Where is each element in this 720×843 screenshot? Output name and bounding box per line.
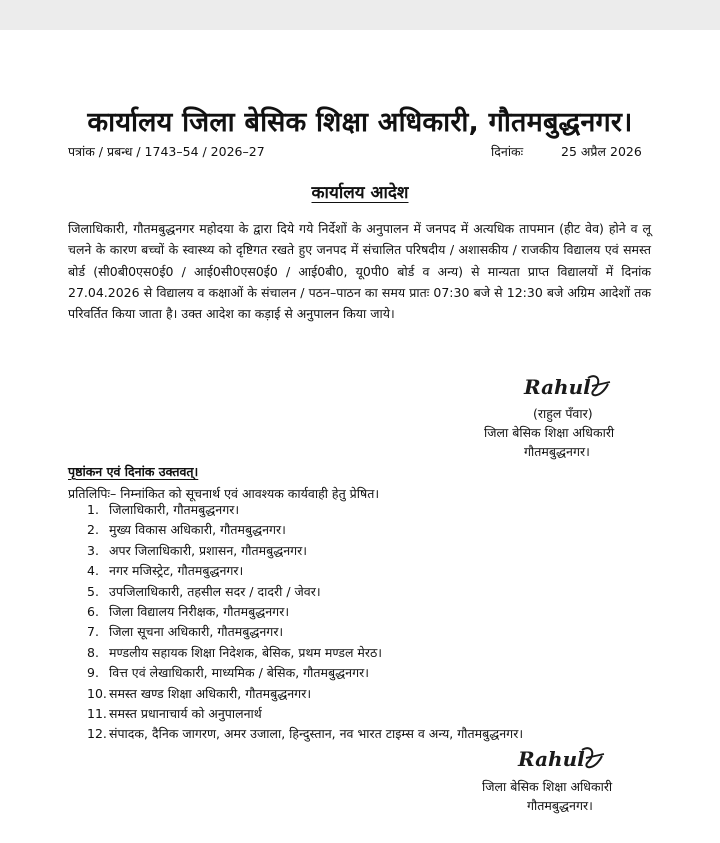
reference-number: पत्रांक / प्रबन्ध / 1743–54 / 2026–27 [68,144,265,159]
document-page [0,30,720,843]
footer-signature-mark [516,742,616,778]
office-header-title: कार्यालय जिला बेसिक शिक्षा अधिकारी, गौतमबुद्धनगर। [87,107,633,138]
list-item: 5. उपजिलाधिकारी, तहसील सदर / दादरी / जेवर। [87,583,321,599]
order-body: जिलाधिकारी, गौतमबुद्धनगर महोदया के द्वारा दिये गये निर्देशों के अनुपालन में जनपद में अत्यधिक तापमान (हीट वेव) होने व लू चलने के कारण बच्चों के स्वास्थ्य को दृष्टिगत रखते हुए जनपद में संचालित परिषदीय / अशासकीय / राजकीय विद्यालय एवं समस्त बोर्ड (सी0बी0एस0ई0 / आई0सी0एस0ई0 / आई0बी0, यू0पी0 बोर्ड व अन्य) से मान्यता प्राप्त विद्यालयों में दिनांक 27.04.2026 से विद्यालय व कक्षाओं के संचालन / पठन–पाठन का समय प्रातः 07:30 बजे से 12:30 बजे अग्रिम आदेशों तक परिवर्तित किया जाता है। उक्त आदेश का कड़ाई से अनुपालन किया जाये। [68,221,651,322]
list-item: 10. समस्त खण्ड शिक्षा अधिकारी, गौतमबुद्धनगर। [87,685,312,701]
copy-intro: प्रतिलिपिः– निम्नांकित को सूचनार्थ एवं आवश्यक कार्यवाही हेतु प्रेषित। [68,486,380,501]
list-item: 7. जिला सूचना अधिकारी, गौतमबुद्धनगर। [87,624,284,640]
order-title [0,180,720,203]
order-title-text: कार्यालय आदेश [311,183,409,203]
list-item: 11. समस्त प्रधानाचार्य को अनुपालनार्थ [87,705,262,721]
list-item: 9. वित्त एवं लेखाधिकारी, माध्यमिक / बेसिक, गौतमबुद्धनगर। [87,665,369,681]
footer-signatory-place: गौतमबुद्धनगर। [527,798,593,813]
distribution-list [87,500,523,745]
signatory-designation: जिला बेसिक शिक्षा अधिकारी [484,425,615,440]
top-band [0,0,720,30]
signature-mark [522,370,622,406]
signatory-name: (राहुल पँवार) [533,406,593,421]
signatory-place: गौतमबुद्धनगर। [524,444,590,459]
date-value: 25 अप्रैल 2026 [561,144,642,159]
list-item: 8. मण्डलीय सहायक शिक्षा निदेशक, बेसिक, प्रथम मण्डल मेरठ। [87,644,383,660]
list-item: 1. जिलाधिकारी, गौतमबुद्धनगर। [87,502,240,517]
list-item: 6. जिला विद्यालय निरीक्षक, गौतमबुद्धनगर। [87,603,290,619]
footer-signatory-designation: जिला बेसिक शिक्षा अधिकारी [482,779,613,794]
list-item: 12. संपादक, दैनिक जागरण, अमर उजाला, हिन्दुस्तान, नव भारत टाइम्स व अन्य, गौतमबुद्धनगर। [87,726,524,742]
footer-signature-text: Rahul [518,747,585,771]
endorsement-title: पृष्ठांकन एवं दिनांक उक्तवत्। [68,464,199,479]
list-item: 2. मुख्य विकास अधिकारी, गौतमबुद्धनगर। [87,522,286,538]
list-item: 4. नगर मजिस्ट्रेट, गौतमबुद्धनगर। [87,563,244,579]
list-item: 3. अपर जिलाधिकारी, प्रशासन, गौतमबुद्धनगर। [87,542,308,558]
date-label: दिनांकः [491,144,524,159]
signature-text: Rahul [524,375,591,399]
